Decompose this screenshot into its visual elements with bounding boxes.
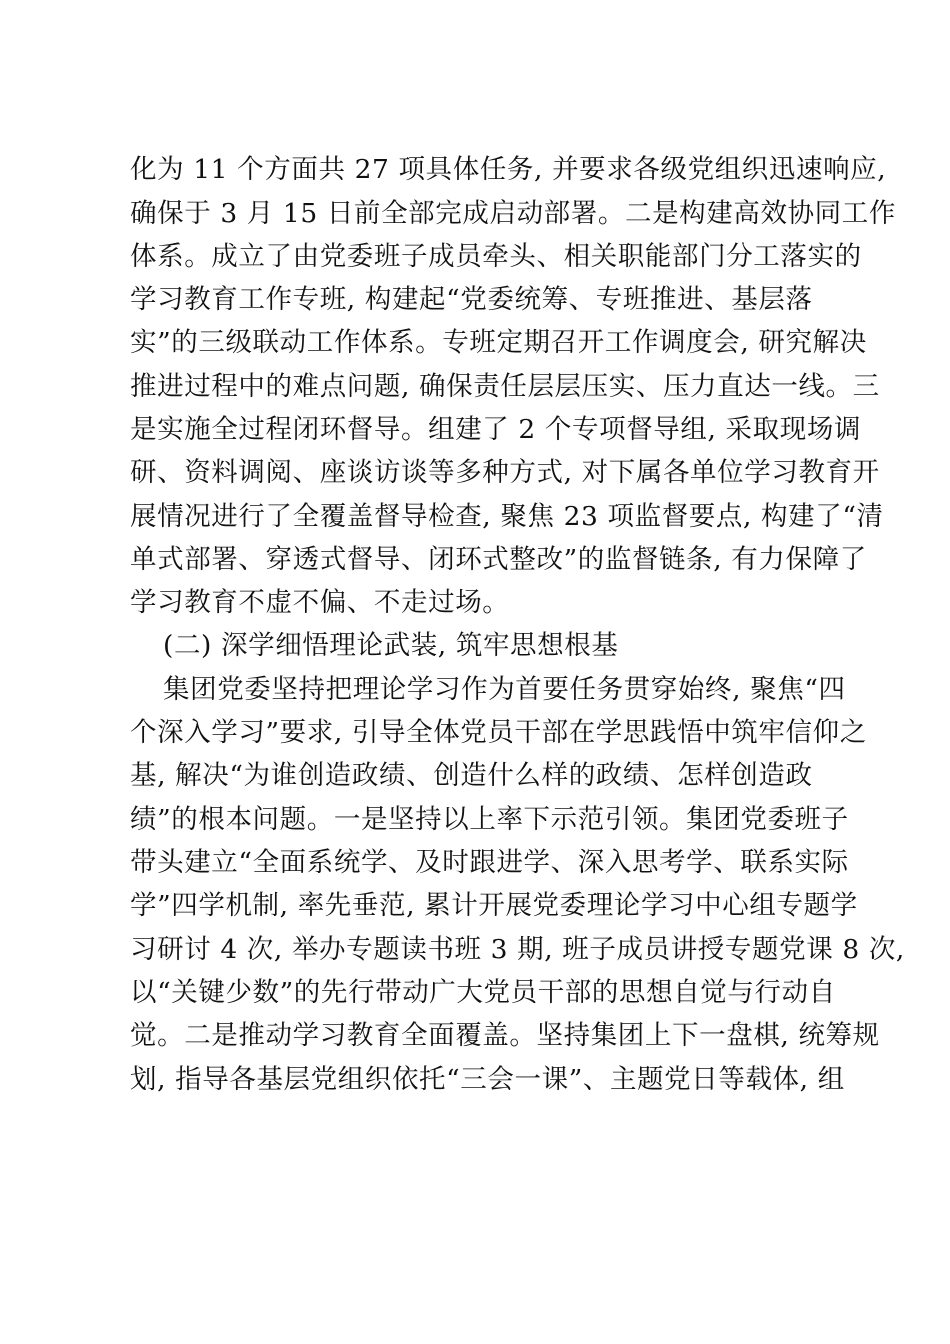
body-text-line: 展情况进行了全覆盖督导检查, 聚焦 23 项监督要点, 构建了“清 <box>130 501 884 532</box>
body-text-line: 集团党委坚持把理论学习作为首要任务贯穿始终, 聚焦“四 <box>163 674 846 705</box>
body-text-line: 个深入学习”要求, 引导全体党员干部在学思践悟中筑牢信仰之 <box>130 717 867 748</box>
body-text-line: 学”四学机制, 率先垂范, 累计开展党委理论学习中心组专题学 <box>130 890 858 921</box>
body-text-line: 划, 指导各基层党组织依托“三会一课”、主题党日等载体, 组 <box>130 1064 845 1095</box>
body-text-line: 单式部署、穿透式督导、闭环式整改”的监督链条, 有力保障了 <box>130 544 867 575</box>
section-heading: (二) 深学细悟理论武装, 筑牢思想根基 <box>163 630 619 661</box>
body-text-line: 是实施全过程闭环督导。组建了 2 个专项督导组, 采取现场调 <box>130 414 862 445</box>
body-text-line: 基, 解决“为谁创造政绩、创造什么样的政绩、怎样创造政 <box>130 760 813 791</box>
body-text-line: 带头建立“全面系统学、及时跟进学、深入思考学、联系实际 <box>130 847 849 878</box>
body-text-line: 确保于 3 月 15 日前全部完成启动部署。二是构建高效协同工作 <box>130 198 896 229</box>
body-text-line: 觉。二是推动学习教育全面覆盖。坚持集团上下一盘棋, 统筹规 <box>130 1020 880 1051</box>
body-text-line: 绩”的根本问题。一是坚持以上率下示范引领。集团党委班子 <box>130 804 849 835</box>
body-text-line: 学习教育工作专班, 构建起“党委统筹、专班推进、基层落 <box>130 284 813 315</box>
body-text-line: 实”的三级联动工作体系。专班定期召开工作调度会, 研究解决 <box>130 327 867 358</box>
body-text-line: 学习教育不虚不偏、不走过场。 <box>130 587 510 618</box>
body-text-line: 习研讨 4 次, 举办专题读书班 3 期, 班子成员讲授专题党课 8 次, <box>130 934 905 965</box>
body-text-line: 以“关键少数”的先行带动广大党员干部的思想自觉与行动自 <box>130 977 836 1008</box>
body-text-line: 推进过程中的难点问题, 确保责任层层压实、压力直达一线。三 <box>130 371 880 402</box>
body-text-line: 化为 11 个方面共 27 项具体任务, 并要求各级党组织迅速响应, <box>130 154 887 185</box>
body-text-line: 研、资料调阅、座谈访谈等多种方式, 对下属各单位学习教育开 <box>130 457 880 488</box>
body-text-line: 体系。成立了由党委班子成员牵头、相关职能部门分工落实的 <box>130 241 862 272</box>
